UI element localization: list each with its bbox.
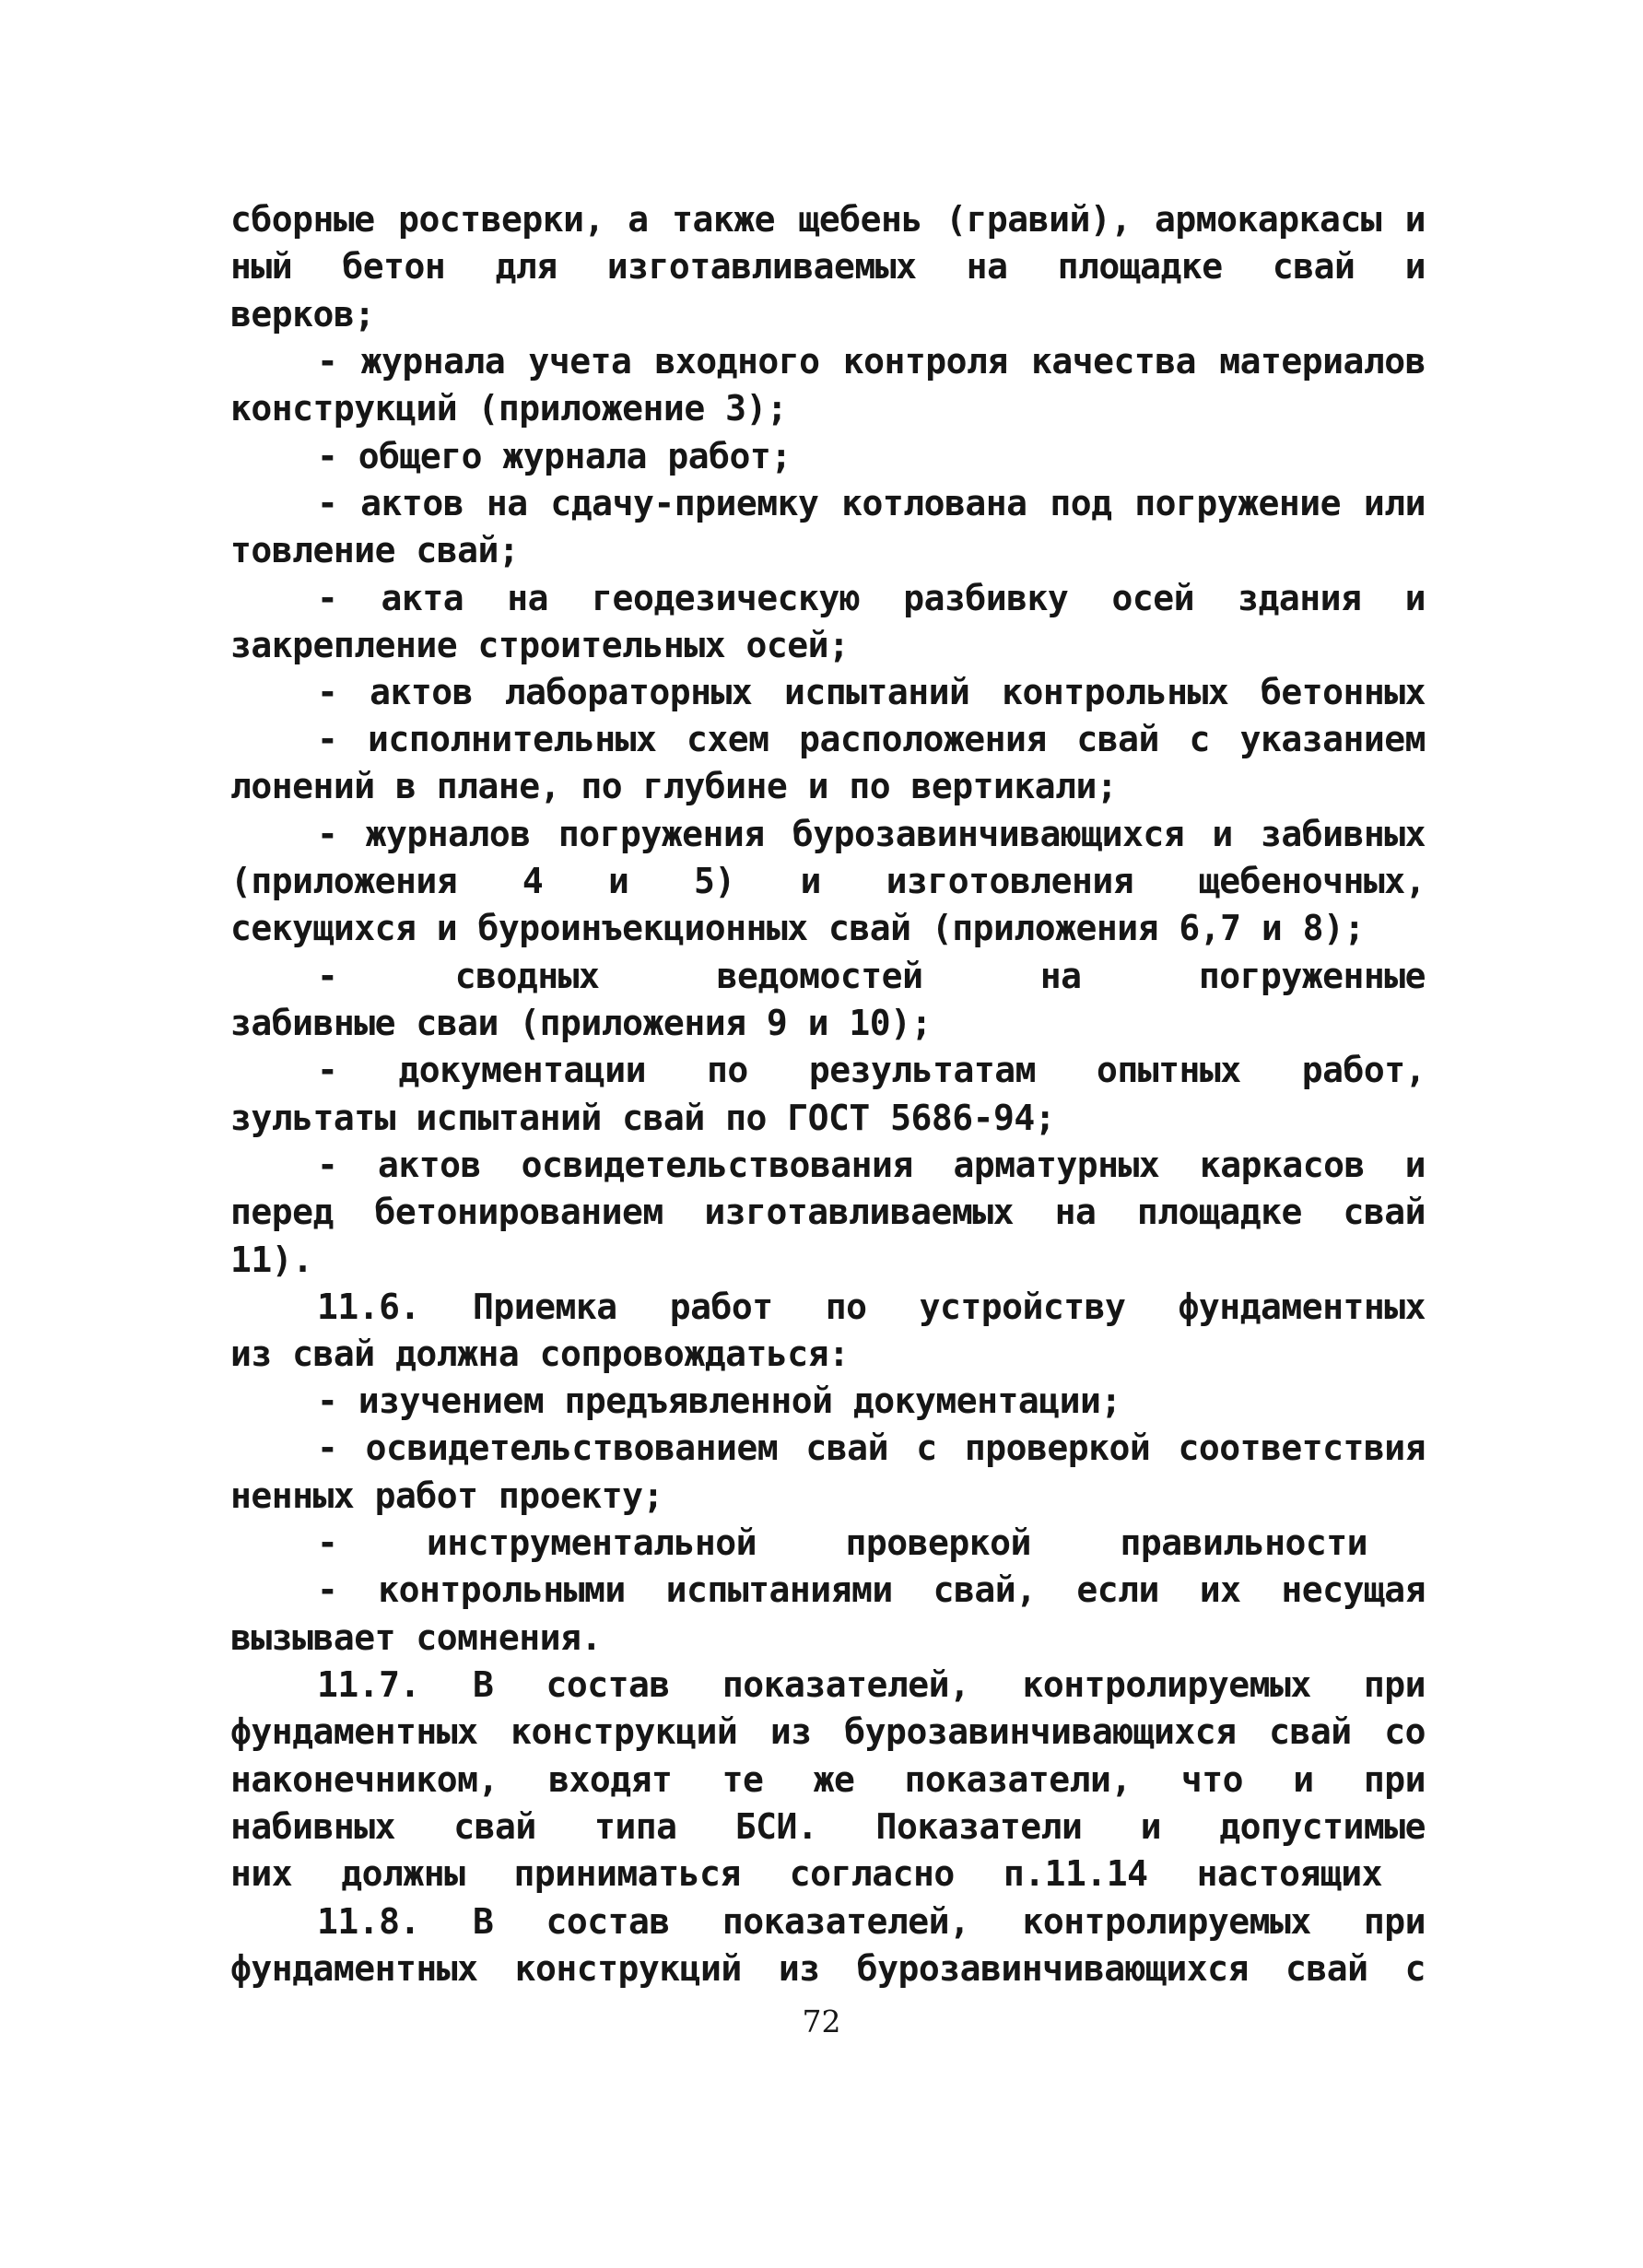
text-line: - контрольными испытаниями свай, если их несущая xyxy=(317,1569,1426,1610)
text-line: зультаты испытаний свай по ГОСТ 5686-94; xyxy=(230,1098,1056,1138)
text-line: наконечником, входят те же показатели, что и при xyxy=(230,1759,1426,1800)
text-line: - освидетельствованием свай с проверкой соответствия xyxy=(317,1428,1426,1468)
text-line: фундаментных конструкций из бурозавинчивающихся свай с xyxy=(230,1948,1426,1989)
text-line: сборные ростверки, а также щебень (гравий), армокаркасы и xyxy=(230,199,1426,240)
text-line: 11.6. Приемка работ по устройству фундаментных xyxy=(317,1287,1426,1327)
text-line: - журнала учета входного контроля качества материалов xyxy=(317,341,1426,382)
text-line: - изучением предъявленной документации; xyxy=(317,1381,1121,1421)
text-line: закрепление строительных осей; xyxy=(230,625,850,665)
text-line: ненных работ проекту; xyxy=(230,1475,663,1516)
text-line: 11). xyxy=(230,1240,313,1280)
text-line: товление свай; xyxy=(230,530,520,570)
text-line: вызывает сомнения. xyxy=(230,1617,602,1658)
text-line: лонений в плане, по глубине и по вертикали; xyxy=(230,766,1118,806)
text-line: - журналов погружения бурозавинчивающихся и забивных xyxy=(317,814,1426,854)
text-line: 11.7. В состав показателей, контролируемых при xyxy=(317,1664,1426,1705)
text-line: - исполнительных схем расположения свай с указанием xyxy=(317,719,1426,759)
text-line: - инструментальной проверкой правильности xyxy=(317,1522,1367,1563)
text-line: конструкций (приложение 3); xyxy=(230,388,788,429)
text-line: забивные сваи (приложения 9 и 10); xyxy=(230,1003,932,1043)
text-line: из свай должна сопровождаться: xyxy=(230,1334,850,1374)
text-line: набивных свай типа БСИ. Показатели и допустимые xyxy=(230,1806,1426,1847)
text-line: (приложения 4 и 5) и изготовления щебеночных, xyxy=(230,861,1426,901)
text-line: 11.8. В состав показателей, контролируемых при xyxy=(317,1901,1426,1942)
text-line: фундаментных конструкций из бурозавинчивающихся свай со xyxy=(230,1711,1426,1752)
text-line: - общего журнала работ; xyxy=(317,436,792,476)
text-line: - актов освидетельствования арматурных каркасов и xyxy=(317,1145,1426,1185)
text-line: перед бетонированием изготавливаемых на площадке свай xyxy=(230,1192,1426,1232)
page-number: 72 xyxy=(802,2004,841,2039)
text-line: секущихся и буроинъекционных свай (приложения 6,7 и 8); xyxy=(230,908,1365,948)
text-line: - актов лабораторных испытаний контрольных бетонных xyxy=(317,672,1426,712)
text-line: них должны приниматься согласно п.11.14 настоящих xyxy=(230,1853,1382,1894)
text-line: ный бетон для изготавливаемых на площадке свай и xyxy=(230,246,1426,287)
text-line: - документации по результатам опытных работ, xyxy=(317,1050,1426,1090)
text-line: - актов на сдачу-приемку котлована под погружение или xyxy=(317,483,1426,523)
text-line: верков; xyxy=(230,294,375,335)
text-line: - сводных ведомостей на погруженные xyxy=(317,956,1426,996)
text-line: - акта на геодезическую разбивку осей здания и xyxy=(317,578,1426,618)
